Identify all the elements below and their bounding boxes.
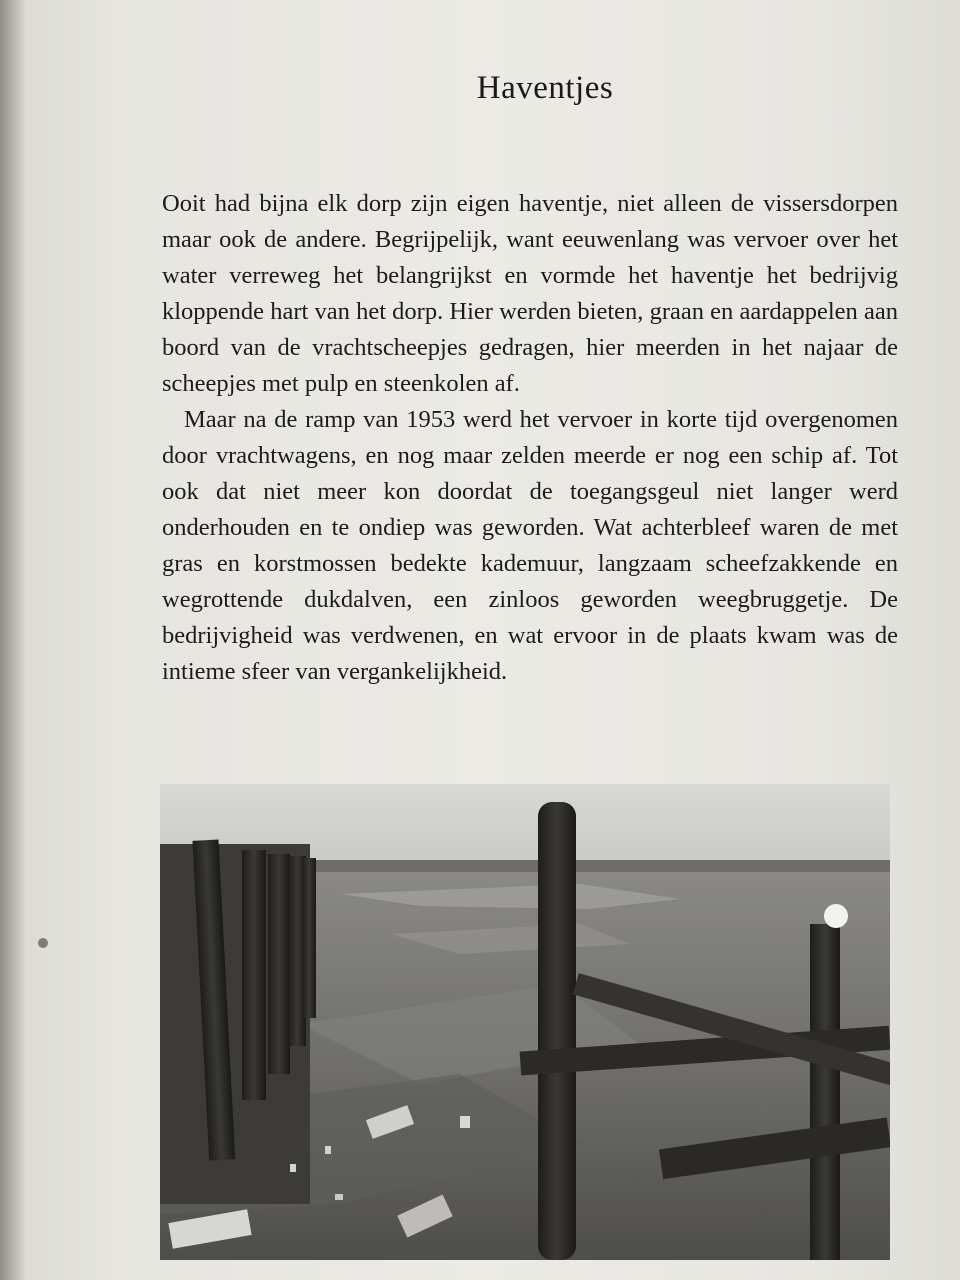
page-gutter-shadow (0, 0, 26, 1280)
chapter-title: Haventjes (476, 70, 614, 106)
page-mark (38, 938, 48, 948)
body-text (162, 186, 898, 690)
paragraph-2: Maar na de ramp van 1953 werd het vervoer in korte tijd overgenomen door vrachtwagens, en nog maar zelden meerde er nog een schip af. Tot ook dat niet meer kon doordat de toegangsgeul niet langer werd onderhouden en te ondiep was geworden. Wat achterbleef waren de met gras en korstmossen bedekte kademuur, langzaam scheefzakkende en wegrottende dukdalven, een zinloos geworden weegbruggetje. De bedrijvigheid was verdwenen, en wat ervoor in de plaats kwam was de intieme sfeer van vergankelijkheid. (162, 406, 898, 685)
paragraph-1: Ooit had bijna elk dorp zijn eigen haventje, niet alleen de vissersdorpen maar ook de andere. Begrijpelijk, want eeuwenlang was vervoer over het water verreweg het belangrijkst en vormde het haventje het bedrijvig kloppende hart van het dorp. Hier werden bieten, graan en aardappelen aan boord van de vrachtscheepjes gedragen, hier meerden in het najaar de scheepjes met pulp en steenkolen af. (162, 190, 898, 397)
harbor-photo (160, 784, 890, 1260)
